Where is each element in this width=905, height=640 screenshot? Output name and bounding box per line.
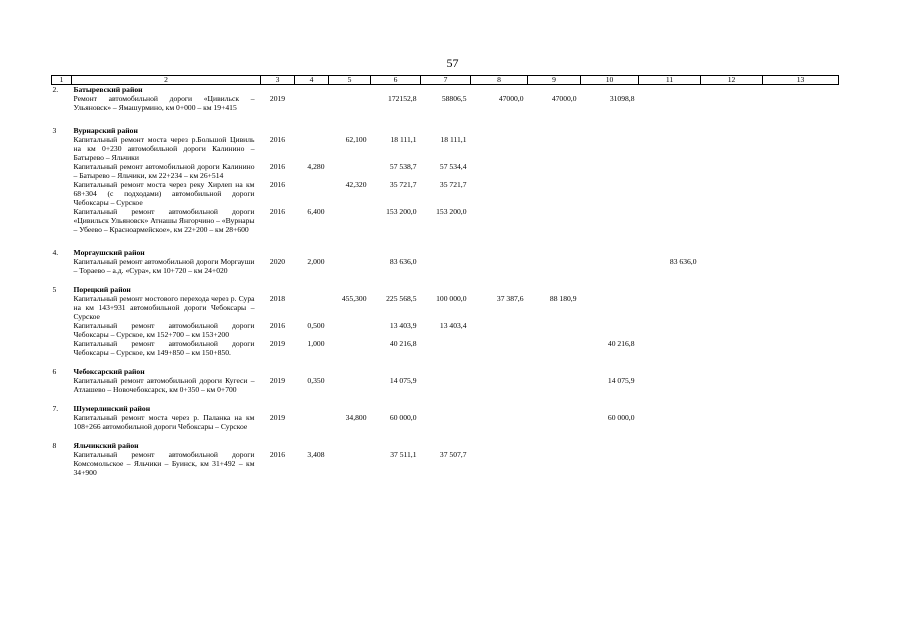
column-number: 10 <box>581 76 639 85</box>
value-cell-c4 <box>295 135 329 162</box>
value-cell-c6: 40 216,8 <box>389 339 417 348</box>
column-number: 13 <box>763 76 839 85</box>
work-description: Капитальный ремонт автомобильной дороги Кугеси – Атлашево – Новочебоксарск, км 0+350 – км 0+700 <box>73 376 255 394</box>
value-cell-c3: 2019 <box>269 94 286 103</box>
value-cell-c9 <box>528 135 581 162</box>
district-name: Чебоксарский район <box>73 367 145 376</box>
table-row <box>52 339 839 357</box>
value-cell-c7: 57 534,4 <box>439 162 467 171</box>
value-cell-c4 <box>295 294 329 321</box>
district-header-row <box>52 285 839 294</box>
value-cell-c9 <box>528 180 581 207</box>
value-cell-c4: 0,500 <box>307 321 325 330</box>
value-cell-c4: 6,400 <box>307 207 325 216</box>
value-cell-c6: 60 000,0 <box>389 413 417 422</box>
district-name: Вурнарский район <box>73 126 138 135</box>
work-description: Ремонт автомобильной дороги «Цивильск – Ульяновск» – Ямашурмино, км 0+000 – км 19+415 <box>73 94 255 112</box>
value-cell-c5 <box>329 450 371 477</box>
value-cell-c7: 18 111,1 <box>440 135 467 144</box>
district-header-row <box>52 367 839 376</box>
district-index: 6 <box>52 367 57 376</box>
district-header-row <box>52 404 839 413</box>
value-cell-c7: 100 000,0 <box>436 294 467 303</box>
column-number: 4 <box>295 76 329 85</box>
value-cell-c6: 14 075,9 <box>389 376 417 385</box>
value-cell-c5 <box>329 94 371 112</box>
section-spacer <box>52 394 839 404</box>
value-cell-c4: 2,000 <box>307 257 325 266</box>
value-cell-c4: 4,280 <box>307 162 325 171</box>
value-cell-c7 <box>421 413 471 431</box>
value-cell-c9 <box>528 413 581 431</box>
value-cell-c6: 83 636,0 <box>389 257 417 266</box>
value-cell-c8 <box>471 413 528 431</box>
column-number: 1 <box>52 76 72 85</box>
value-cell-c7: 35 721,7 <box>439 180 467 189</box>
value-cell-c9: 47000,0 <box>551 94 577 103</box>
district-name: Яльчикский район <box>73 441 139 450</box>
value-cell-c5 <box>329 257 371 275</box>
value-cell-c4 <box>295 413 329 431</box>
section-spacer <box>52 275 839 285</box>
column-number: 6 <box>371 76 421 85</box>
work-description: Капитальный ремонт моста через р. Паланка на км 108+266 автомобильной дороги Чебоксары – Сурское <box>73 413 255 431</box>
value-cell-c3: 2019 <box>269 339 286 348</box>
value-cell-c3: 2018 <box>269 294 286 303</box>
value-cell-c9 <box>528 450 581 477</box>
value-cell-c11 <box>639 376 701 394</box>
value-cell-c3: 2016 <box>269 180 286 189</box>
work-description: Капитальный ремонт моста через реку Хирлеп на км 68+304 (с подходами) автомобильной дороги Чебоксары – Сурское <box>73 180 255 207</box>
value-cell-c7: 153 200,0 <box>436 207 467 216</box>
value-cell-c3: 2016 <box>269 207 286 216</box>
section-spacer <box>52 431 839 441</box>
district-index: 3 <box>52 126 57 135</box>
value-cell-c6: 13 403,9 <box>389 321 417 330</box>
column-number-header <box>52 76 839 85</box>
value-cell-c5 <box>329 376 371 394</box>
value-cell-c10: 40 216,8 <box>607 339 635 348</box>
section-spacer <box>52 112 839 126</box>
table-row <box>52 321 839 339</box>
value-cell-c9: 88 180,9 <box>549 294 577 303</box>
table-row <box>52 376 839 394</box>
column-number: 12 <box>701 76 763 85</box>
value-cell-c3: 2016 <box>269 321 286 330</box>
value-cell-c5 <box>329 321 371 339</box>
value-cell-c3: 2020 <box>269 257 286 266</box>
value-cell-c11 <box>639 207 701 234</box>
value-cell-c8 <box>471 321 528 339</box>
value-cell-c11: 83 636,0 <box>669 257 697 266</box>
table-row <box>52 207 839 234</box>
column-number: 2 <box>72 76 261 85</box>
value-cell-c4: 0,350 <box>307 376 325 385</box>
value-cell-c6: 172152,8 <box>388 94 417 103</box>
district-index: 4. <box>52 248 59 257</box>
district-header-row <box>52 126 839 135</box>
value-cell-c8 <box>471 162 528 180</box>
district-index: 2. <box>52 85 59 94</box>
work-description: Капитальный ремонт автомобильной дороги Комсомольское – Яльчики – Буинск, км 31+492 – км 34+900 <box>73 450 255 477</box>
value-cell-c4 <box>295 180 329 207</box>
table-row <box>52 94 839 112</box>
district-name: Моргаушский район <box>73 248 145 257</box>
value-cell-c11 <box>639 180 701 207</box>
value-cell-c5: 455,300 <box>341 294 367 303</box>
value-cell-c3: 2016 <box>269 162 286 171</box>
value-cell-c10 <box>581 450 639 477</box>
value-cell-c7: 37 507,7 <box>439 450 467 459</box>
value-cell-c10: 31098,8 <box>609 94 635 103</box>
value-cell-c6: 153 200,0 <box>386 207 417 216</box>
district-header-row <box>52 248 839 257</box>
value-cell-c8: 37 387,6 <box>496 294 524 303</box>
value-cell-c11 <box>639 135 701 162</box>
work-description: Капитальный ремонт автомобильной дороги Чебоксары – Сурское, км 152+700 – км 153+200 <box>73 321 255 339</box>
value-cell-c4: 3,408 <box>307 450 325 459</box>
value-cell-c5 <box>329 339 371 357</box>
district-header-row <box>52 85 839 95</box>
table-row <box>52 257 839 275</box>
value-cell-c5: 62,100 <box>345 135 367 144</box>
value-cell-c10 <box>581 180 639 207</box>
value-cell-c11 <box>639 413 701 431</box>
value-cell-c11 <box>639 162 701 180</box>
value-cell-c9 <box>528 339 581 357</box>
value-cell-c10 <box>581 321 639 339</box>
value-cell-c9 <box>528 207 581 234</box>
section-spacer <box>52 234 839 248</box>
work-description: Капитальный ремонт моста через р.Большой Цивиль на км 0+230 автомобильной дороги Калинино – Батырево – Яльчики <box>73 135 255 162</box>
value-cell-c8 <box>471 450 528 477</box>
value-cell-c10 <box>581 207 639 234</box>
value-cell-c4 <box>295 94 329 112</box>
value-cell-c11 <box>639 294 701 321</box>
table-row <box>52 135 839 162</box>
value-cell-c9 <box>528 257 581 275</box>
value-cell-c7: 13 403,4 <box>439 321 467 330</box>
work-description: Капитальный ремонт мостового перехода через р. Сура на км 143+931 автомобильной дороги Чебоксары – Сурское <box>73 294 255 321</box>
value-cell-c5: 42,320 <box>345 180 367 189</box>
road-repair-table <box>51 75 839 477</box>
value-cell-c7 <box>421 257 471 275</box>
value-cell-c6: 225 568,5 <box>386 294 417 303</box>
value-cell-c9 <box>528 162 581 180</box>
page-number: 57 <box>446 56 459 70</box>
district-name: Батыревский район <box>73 85 143 94</box>
value-cell-c8 <box>471 339 528 357</box>
value-cell-c7 <box>421 376 471 394</box>
column-number: 11 <box>639 76 701 85</box>
table-row <box>52 180 839 207</box>
value-cell-c10: 14 075,9 <box>607 376 635 385</box>
value-cell-c6: 57 538,7 <box>389 162 417 171</box>
column-number: 5 <box>329 76 371 85</box>
column-number: 7 <box>421 76 471 85</box>
table-row <box>52 450 839 477</box>
value-cell-c10 <box>581 162 639 180</box>
work-description: Капитальный ремонт автомобильной дороги Калинино – Батырево – Яльчики, км 22+234 – км 26+514 <box>73 162 255 180</box>
value-cell-c5: 34,800 <box>345 413 367 422</box>
value-cell-c3: 2016 <box>269 450 286 459</box>
table-row <box>52 162 839 180</box>
value-cell-c6: 35 721,7 <box>389 180 417 189</box>
value-cell-c10 <box>581 135 639 162</box>
value-cell-c11 <box>639 450 701 477</box>
value-cell-c8 <box>471 257 528 275</box>
table-row <box>52 413 839 431</box>
value-cell-c11 <box>639 339 701 357</box>
value-cell-c6: 37 511,1 <box>390 450 417 459</box>
value-cell-c3: 2019 <box>269 413 286 422</box>
district-name: Шумерлинский район <box>73 404 151 413</box>
value-cell-c4: 1,000 <box>307 339 325 348</box>
value-cell-c10 <box>581 294 639 321</box>
value-cell-c3: 2019 <box>269 376 286 385</box>
work-description: Капитальный ремонт автомобильной дороги «Цивильск Ульяновск» Атнашы Янгорчино – «Вурнары – Убеево – Красноармейское», км 22+200 – км 28+600 <box>73 207 255 234</box>
value-cell-c6: 18 111,1 <box>390 135 417 144</box>
value-cell-c8 <box>471 376 528 394</box>
work-description: Капитальный ремонт автомобильной дороги Моргауши – Тораево – а.д. «Сура», км 10+720 – км 24+020 <box>73 257 255 275</box>
value-cell-c7: 58806,5 <box>441 94 467 103</box>
table-row <box>52 294 839 321</box>
column-number: 3 <box>261 76 295 85</box>
value-cell-c8 <box>471 207 528 234</box>
value-cell-c11 <box>639 321 701 339</box>
column-number: 9 <box>528 76 581 85</box>
district-index: 7. <box>52 404 59 413</box>
value-cell-c8 <box>471 180 528 207</box>
value-cell-c3: 2016 <box>269 135 286 144</box>
value-cell-c10: 60 000,0 <box>607 413 635 422</box>
district-name: Порецкий район <box>73 285 131 294</box>
district-index: 5 <box>52 285 57 294</box>
value-cell-c5 <box>329 207 371 234</box>
value-cell-c10 <box>581 257 639 275</box>
value-cell-c8: 47000,0 <box>498 94 524 103</box>
value-cell-c9 <box>528 321 581 339</box>
section-spacer <box>52 357 839 367</box>
district-header-row <box>52 441 839 450</box>
value-cell-c5 <box>329 162 371 180</box>
work-description: Капитальный ремонт автомобильной дороги Чебоксары – Сурское, км 149+850 – км 150+850. <box>73 339 255 357</box>
value-cell-c11 <box>639 94 701 112</box>
value-cell-c7 <box>421 339 471 357</box>
value-cell-c8 <box>471 135 528 162</box>
district-index: 8 <box>52 441 57 450</box>
column-number: 8 <box>471 76 528 85</box>
value-cell-c9 <box>528 376 581 394</box>
